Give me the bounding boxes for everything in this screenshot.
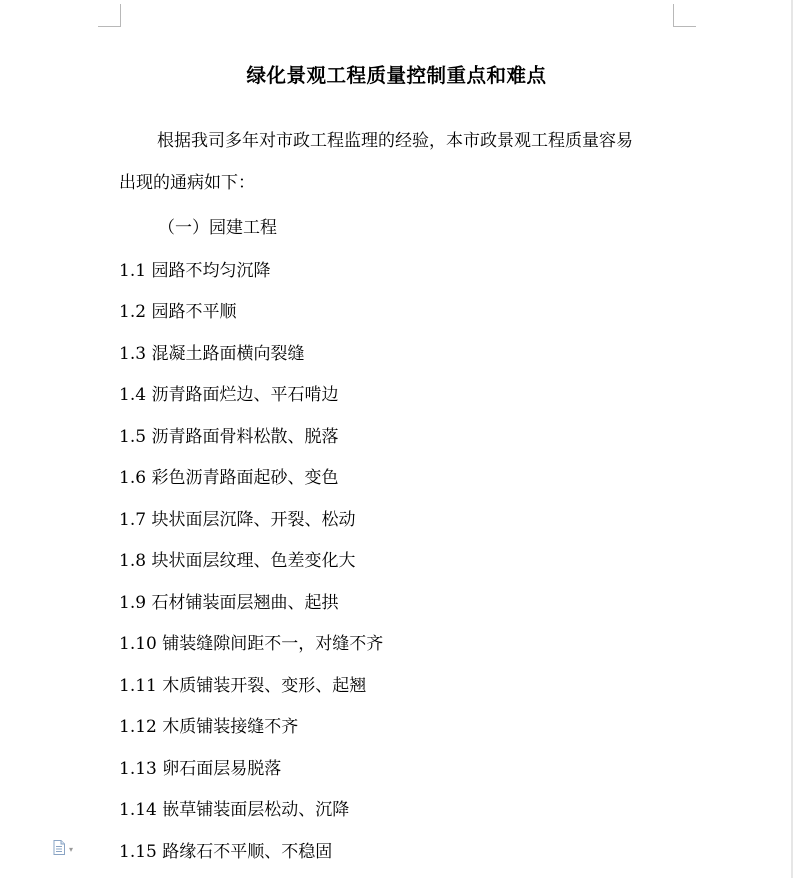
list-item: 1.14 嵌草铺装面层松动、沉降 xyxy=(119,800,350,820)
chevron-down-icon[interactable]: ▾ xyxy=(69,845,74,854)
list-item: 1.6 彩色沥青路面起砂、变色 xyxy=(119,468,339,488)
list-item: 1.4 沥青路面烂边、平石啃边 xyxy=(119,385,339,405)
list-item: 1.15 路缘石不平顺、不稳固 xyxy=(119,842,333,862)
intro-paragraph xyxy=(119,120,679,204)
document-icon[interactable] xyxy=(53,840,65,855)
list-item: 1.12 木质铺装接缝不齐 xyxy=(119,717,299,737)
list-item: 1.2 园路不平顺 xyxy=(119,302,237,322)
list-item: 1.11 木质铺装开裂、变形、起翘 xyxy=(119,676,367,696)
crop-mark-top-right xyxy=(673,4,696,27)
list-item: 1.3 混凝土路面横向裂缝 xyxy=(119,344,305,364)
section-heading: （一）园建工程 xyxy=(158,218,277,238)
list-item: 1.5 沥青路面骨料松散、脱落 xyxy=(119,427,339,447)
list-item: 1.7 块状面层沉降、开裂、松动 xyxy=(119,510,356,530)
crop-mark-top-left xyxy=(98,4,121,27)
list-item: 1.8 块状面层纹理、色差变化大 xyxy=(119,551,356,571)
document-title: 绿化景观工程质量控制重点和难点 xyxy=(246,64,547,87)
list-item: 1.1 园路不均匀沉降 xyxy=(119,261,271,281)
list-item: 1.13 卵石面层易脱落 xyxy=(119,759,282,779)
list-item: 1.10 铺装缝隙间距不一，对缝不齐 xyxy=(119,634,384,654)
intro-line-2: 出现的通病如下： xyxy=(119,173,255,193)
list-item: 1.9 石材铺装面层翘曲、起拱 xyxy=(119,593,339,613)
intro-line-1: 根据我司多年对市政工程监理的经验，本市政景观工程质量容易 xyxy=(157,131,633,151)
